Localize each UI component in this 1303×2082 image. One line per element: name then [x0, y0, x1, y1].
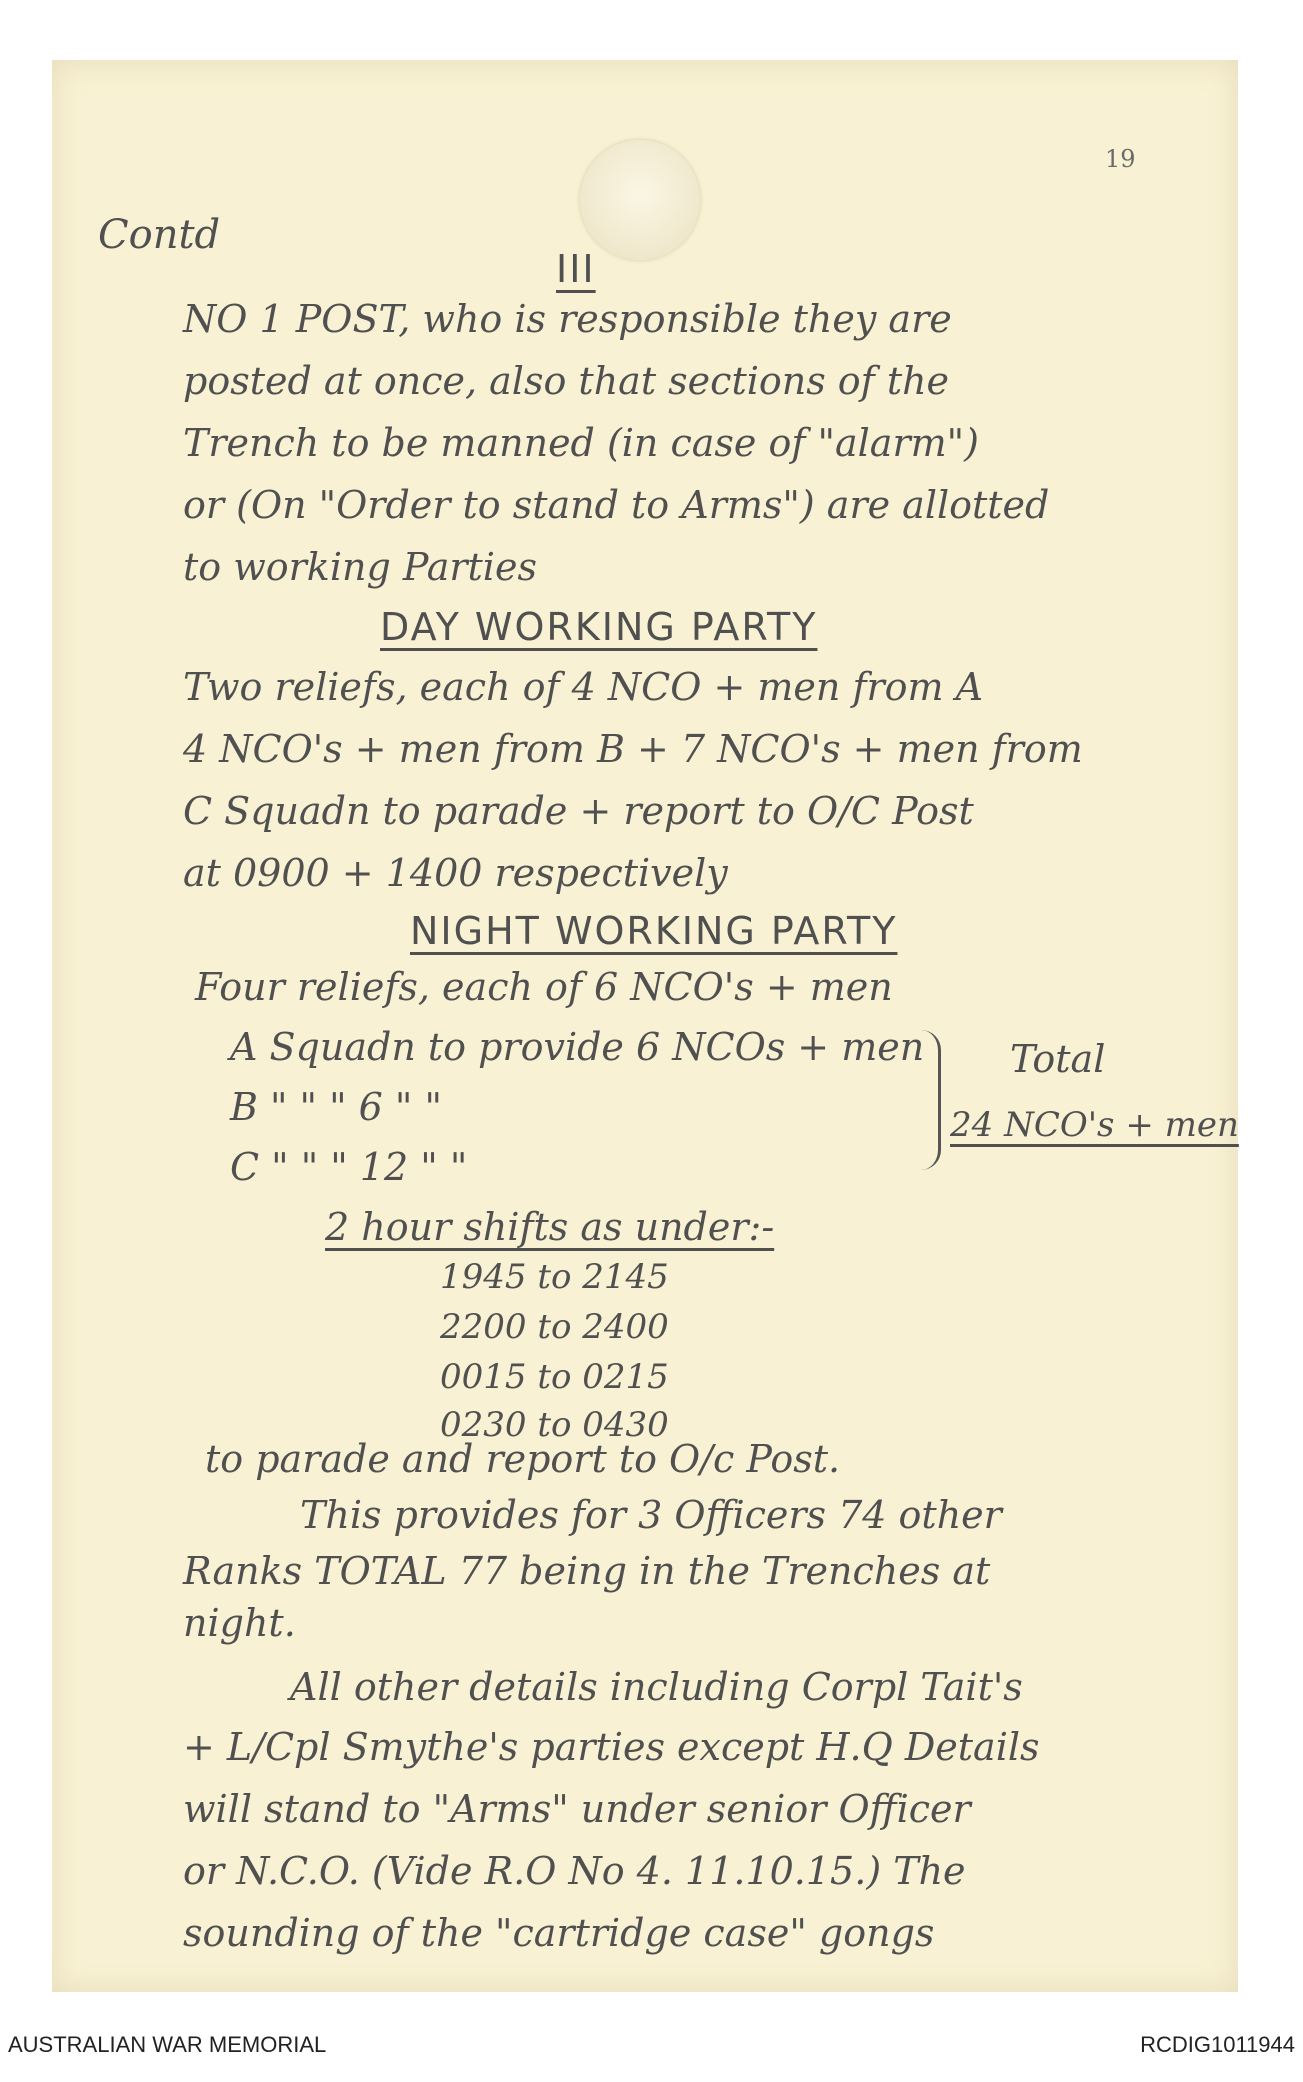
line: posted at once, also that sections of the: [183, 359, 950, 403]
footer-id: RCDIG1011944: [1140, 2032, 1295, 2057]
line: or N.C.O. (Vide R.O No 4. 11.10.15.) The: [183, 1849, 966, 1893]
night-working-party-heading: NIGHT WORKING PARTY: [410, 909, 898, 953]
total-value: 24 NCO's + men: [950, 1105, 1239, 1145]
line: night.: [183, 1601, 296, 1645]
line: Four reliefs, each of 6 NCO's + men: [195, 965, 893, 1009]
line: sounding of the "cartridge case" gongs: [183, 1911, 935, 1955]
line: 4 NCO's + men from B + 7 NCO's + men from: [183, 727, 1083, 771]
shift-time: 1945 to 2145: [440, 1257, 669, 1297]
shift-time: 2200 to 2400: [440, 1307, 669, 1347]
section-number: III: [556, 247, 596, 291]
line: at 0900 + 1400 respectively: [183, 851, 728, 895]
line: NO 1 POST, who is responsible they are: [183, 297, 952, 341]
roster-line: A Squadn to provide 6 NCOs + men: [230, 1025, 925, 1069]
brace-icon: [918, 1030, 941, 1170]
line: to parade and report to O/c Post.: [205, 1437, 841, 1481]
line: Ranks TOTAL 77 being in the Trenches at: [183, 1549, 991, 1593]
line: This provides for 3 Officers 74 other: [300, 1493, 1002, 1537]
continued-note: Contd: [98, 212, 221, 258]
line: + L/Cpl Smythe's parties except H.Q Details: [183, 1725, 1040, 1769]
shifts-heading: 2 hour shifts as under:-: [325, 1205, 775, 1249]
footer-source: AUSTRALIAN WAR MEMORIAL: [8, 2032, 327, 2057]
page-number: 19: [1105, 145, 1136, 173]
line: to working Parties: [183, 545, 537, 589]
line: will stand to "Arms" under senior Officer: [183, 1787, 971, 1831]
line: or (On "Order to stand to Arms") are allotted: [183, 483, 1050, 527]
embossed-seal-icon: [580, 140, 700, 260]
line: C Squadn to parade + report to O/C Post: [183, 789, 974, 833]
shift-time: 0230 to 0430: [440, 1405, 669, 1445]
line: All other details including Corpl Tait's: [290, 1665, 1023, 1709]
roster-line: B " " " 6 " ": [230, 1085, 442, 1129]
shift-time: 0015 to 0215: [440, 1357, 669, 1397]
day-working-party-heading: DAY WORKING PARTY: [380, 605, 818, 649]
total-label: Total: [1010, 1037, 1106, 1081]
line: Trench to be manned (in case of "alarm"): [183, 421, 979, 465]
roster-line: C " " " 12 " ": [230, 1145, 468, 1189]
line: Two reliefs, each of 4 NCO + men from A: [183, 665, 984, 709]
